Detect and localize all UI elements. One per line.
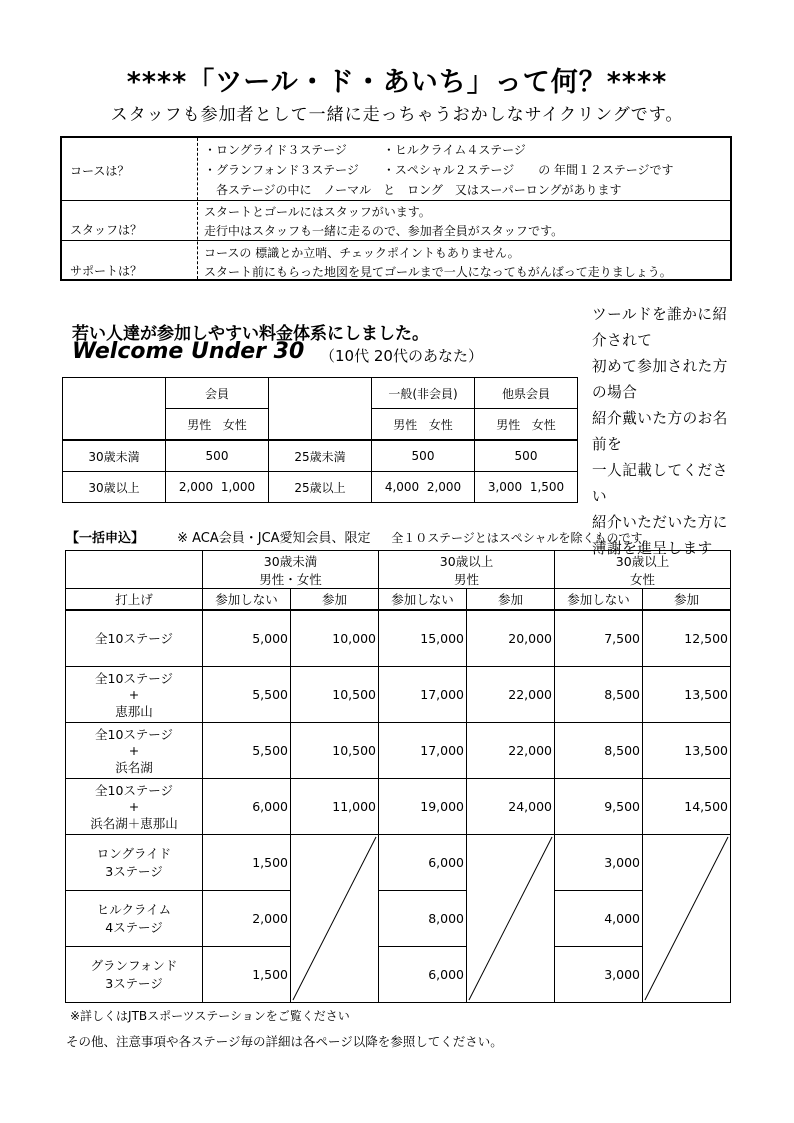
price-cell: 22,000	[467, 722, 555, 778]
bulk-group-header: 30歳以上 男性	[379, 551, 555, 589]
page-title: ****「ツール・ド・あいち」って何？****	[126, 67, 668, 98]
price-cell: 6,000	[203, 778, 291, 834]
info-label: サポートは？	[70, 264, 143, 278]
info-box	[60, 136, 732, 281]
not-applicable-slash	[643, 834, 731, 1002]
price-cell: 10,500	[291, 722, 379, 778]
price-cell: 9,500	[555, 778, 643, 834]
row-label: 全10ステージ + 浜名湖＋恵那山	[66, 778, 203, 834]
info-row-course	[62, 138, 730, 201]
price-cell: 17,000	[379, 666, 467, 722]
price-cell: 5,000	[203, 610, 291, 666]
price-cell: 3,000	[555, 834, 643, 890]
price-cell: 17,000	[379, 722, 467, 778]
row-label: ロングライド 3ステージ	[66, 834, 203, 890]
table-row	[66, 834, 731, 890]
price-cell: 10,500	[291, 666, 379, 722]
bulk-note2: 全１０ステージとはスペシャルを除くものです	[391, 531, 643, 545]
fee-table	[62, 377, 578, 503]
fee-age-label: 30歳未満	[63, 440, 166, 472]
note-line: ツールドを誰かに紹介されて	[592, 306, 728, 349]
bulk-group-header: 30歳未満 男性・女性	[203, 551, 379, 589]
col-no-join: 参加しない	[379, 589, 467, 611]
price-cell: 3,000	[555, 946, 643, 1002]
table-row	[66, 946, 731, 1002]
note-line: 紹介いただいた方に	[592, 514, 728, 531]
price-cell: 5,500	[203, 722, 291, 778]
fee-age-label: 25歳以上	[269, 472, 372, 503]
fee-cell: 1,500	[529, 480, 565, 494]
price-cell: 15,000	[379, 610, 467, 666]
fee-cell: 4,000	[384, 480, 420, 494]
info-line: ・グランフォンド３ステージ ・スペシャル２ステージ の 年間１２ステージです	[204, 163, 674, 177]
price-cell: 2,000	[203, 890, 291, 946]
bulk-heading-row	[66, 527, 643, 546]
info-label: スタッフは？	[70, 223, 143, 237]
info-line: スタートとゴールにはスタッフがいます。	[204, 205, 431, 219]
col-join: 参加	[643, 589, 731, 611]
price-cell: 5,500	[203, 666, 291, 722]
not-applicable-slash	[291, 834, 379, 1002]
price-cell: 6,000	[379, 946, 467, 1002]
male-label: 男性	[496, 417, 521, 432]
price-cell: 6,000	[379, 834, 467, 890]
price-cell: 12,500	[643, 610, 731, 666]
row-label: 全10ステージ + 恵那山	[66, 666, 203, 722]
note-line: 初めて参加された方の場合	[592, 358, 728, 401]
note-line: 一人記載してください	[592, 462, 728, 505]
price-cell: 7,500	[555, 610, 643, 666]
female-label: 女性	[428, 417, 453, 432]
footer-text: その他、注意事項や各ステージ毎の詳細は各ページ以降を参照してください。	[66, 1034, 503, 1049]
bulk-note: ※ ACA会員・JCA愛知会員、限定	[177, 531, 371, 546]
fee-cell: 1,000	[220, 480, 256, 494]
price-cell: 24,000	[467, 778, 555, 834]
fee-cell: 500	[475, 440, 578, 472]
price-cell: 8,500	[555, 722, 643, 778]
table-row	[66, 666, 731, 722]
info-line: 走行中はスタッフも一緒に走るので、参加者全員がスタッフです。	[204, 224, 564, 238]
info-label: コースは？	[70, 164, 130, 178]
table-row	[66, 722, 731, 778]
fee-cell: 2,000	[426, 480, 462, 494]
price-cell: 1,500	[203, 834, 291, 890]
fee-header-other: 他県会員	[475, 378, 578, 409]
col-join: 参加	[291, 589, 379, 611]
row-label: 全10ステージ + 浜名湖	[66, 722, 203, 778]
welcome-heading: Welcome Under 30	[72, 339, 305, 364]
bulk-table	[65, 550, 731, 1003]
not-applicable-slash	[467, 834, 555, 1002]
price-cell: 4,000	[555, 890, 643, 946]
col-no-join: 参加しない	[203, 589, 291, 611]
info-line: コースの 標識とか立哨、チェックポイントもありません。	[204, 246, 520, 260]
row-label: 全10ステージ	[66, 610, 203, 666]
female-label: 女性	[222, 417, 247, 432]
info-line: 各ステージの中に ノーマル と ロング 又はスーパーロングがあります	[204, 183, 622, 197]
handwritten-note	[592, 302, 742, 562]
note-line: 紹介戴いた方のお名前を	[592, 410, 728, 453]
row-label: ヒルクライム 4ステージ	[66, 890, 203, 946]
bulk-heading: 【一括申込】	[66, 531, 145, 546]
note-line: 薄謝を進呈します	[592, 540, 713, 557]
row-header: 打上げ	[66, 589, 203, 611]
table-row	[66, 610, 731, 666]
male-label: 男性	[187, 417, 212, 432]
fee-header-member: 会員	[166, 378, 269, 409]
price-cell: 13,500	[643, 722, 731, 778]
info-line: スタート前にもらった地図を見てゴールまで一人になってもがんばって走りましょう。	[204, 265, 672, 279]
price-cell: 1,500	[203, 946, 291, 1002]
price-cell: 8,000	[379, 890, 467, 946]
row-label: グランフォンド 3ステージ	[66, 946, 203, 1002]
young-heading: 若い人達が参加しやすい料金体系にしました。	[72, 324, 429, 344]
col-join: 参加	[467, 589, 555, 611]
price-cell: 14,500	[643, 778, 731, 834]
price-cell: 19,000	[379, 778, 467, 834]
footnote: ※詳しくはJTBスポーツステーションをご覧ください	[70, 1009, 350, 1023]
page-subtitle: スタッフも参加者として一緒に走っちゃうおかしなサイクリングです。	[110, 105, 684, 125]
table-row	[66, 778, 731, 834]
price-cell: 10,000	[291, 610, 379, 666]
bulk-group-header: 30歳以上 女性	[555, 551, 731, 589]
fee-cell: 3,000	[487, 480, 523, 494]
price-cell: 11,000	[291, 778, 379, 834]
info-row-staff	[62, 201, 730, 241]
welcome-subheading: （10代 20代のあなた）	[320, 347, 483, 365]
fee-cell: 2,000	[178, 480, 214, 494]
fee-age-label: 30歳以上	[63, 472, 166, 503]
table-row	[66, 890, 731, 946]
price-cell: 8,500	[555, 666, 643, 722]
fee-cell: 500	[372, 440, 475, 472]
male-label: 男性	[393, 417, 418, 432]
fee-cell: 500	[166, 440, 269, 472]
price-cell: 20,000	[467, 610, 555, 666]
col-no-join: 参加しない	[555, 589, 643, 611]
fee-age-label: 25歳未満	[269, 440, 372, 472]
info-row-support	[62, 241, 730, 281]
price-cell: 13,500	[643, 666, 731, 722]
info-line: ・ロングライド３ステージ ・ヒルクライム４ステージ	[204, 143, 526, 157]
price-cell: 22,000	[467, 666, 555, 722]
female-label: 女性	[531, 417, 556, 432]
fee-header-general: 一般(非会員)	[372, 378, 475, 409]
